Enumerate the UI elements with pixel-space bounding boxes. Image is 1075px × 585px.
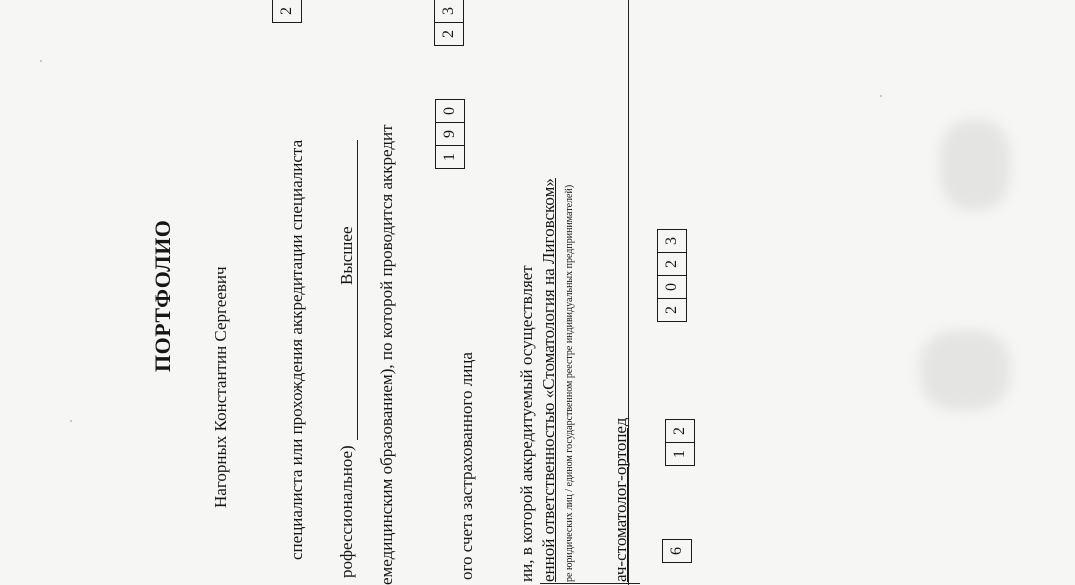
page-title: ПОРТФОЛИО xyxy=(150,219,175,372)
date-day-boxes xyxy=(662,540,692,563)
top-right-boxes xyxy=(272,0,302,23)
org-note: ре юридических лиц / едином государственном реестре индивидуальных предпринимателей) xyxy=(564,184,575,582)
bottom-edge xyxy=(540,583,640,584)
box-cell: 3 xyxy=(657,229,687,253)
box-cell: 1 xyxy=(435,145,465,169)
insurance-line: ого счета застрахованного лица xyxy=(457,352,476,580)
org-line-1: ии, в которой аккредитуемый осуществляет xyxy=(517,265,536,582)
box-cell: 0 xyxy=(657,275,687,299)
underline xyxy=(357,140,358,440)
scan-speck xyxy=(70,420,72,422)
right-pair-boxes xyxy=(434,0,464,46)
scan-speck xyxy=(880,95,882,97)
org-line-2: енной ответственностью «Стоматология на Лиговском» xyxy=(539,178,558,582)
specialist-line: специалиста или прохождения аккредитации специалиста xyxy=(287,139,306,560)
scan-shadow xyxy=(940,120,1010,210)
education-level: Высшее xyxy=(337,226,356,285)
full-name: Нагорных Константин Сергеевич xyxy=(211,266,230,508)
education-prof: рофессиональное) xyxy=(337,445,356,578)
box-cell: 2 xyxy=(657,252,687,276)
box-cell: 9 xyxy=(435,122,465,146)
box-cell: 2 xyxy=(272,0,302,23)
date-year-boxes xyxy=(657,230,687,322)
box-cell: 6 xyxy=(662,539,692,563)
position-line: ач-стоматолог-ортопед xyxy=(611,417,630,582)
box-cell: 3 xyxy=(434,0,464,23)
date-month-boxes xyxy=(665,420,695,466)
box-cell: 1 xyxy=(665,442,695,466)
box-cell: 2 xyxy=(665,419,695,443)
scan-speck xyxy=(40,60,42,62)
box-cell: 2 xyxy=(657,298,687,322)
education-line: емедицинским образованием), по которой проводится аккредит xyxy=(377,124,396,585)
snils-boxes xyxy=(435,100,465,169)
box-cell: 0 xyxy=(435,99,465,123)
box-cell: 2 xyxy=(434,22,464,46)
scan-shadow xyxy=(920,330,1010,410)
